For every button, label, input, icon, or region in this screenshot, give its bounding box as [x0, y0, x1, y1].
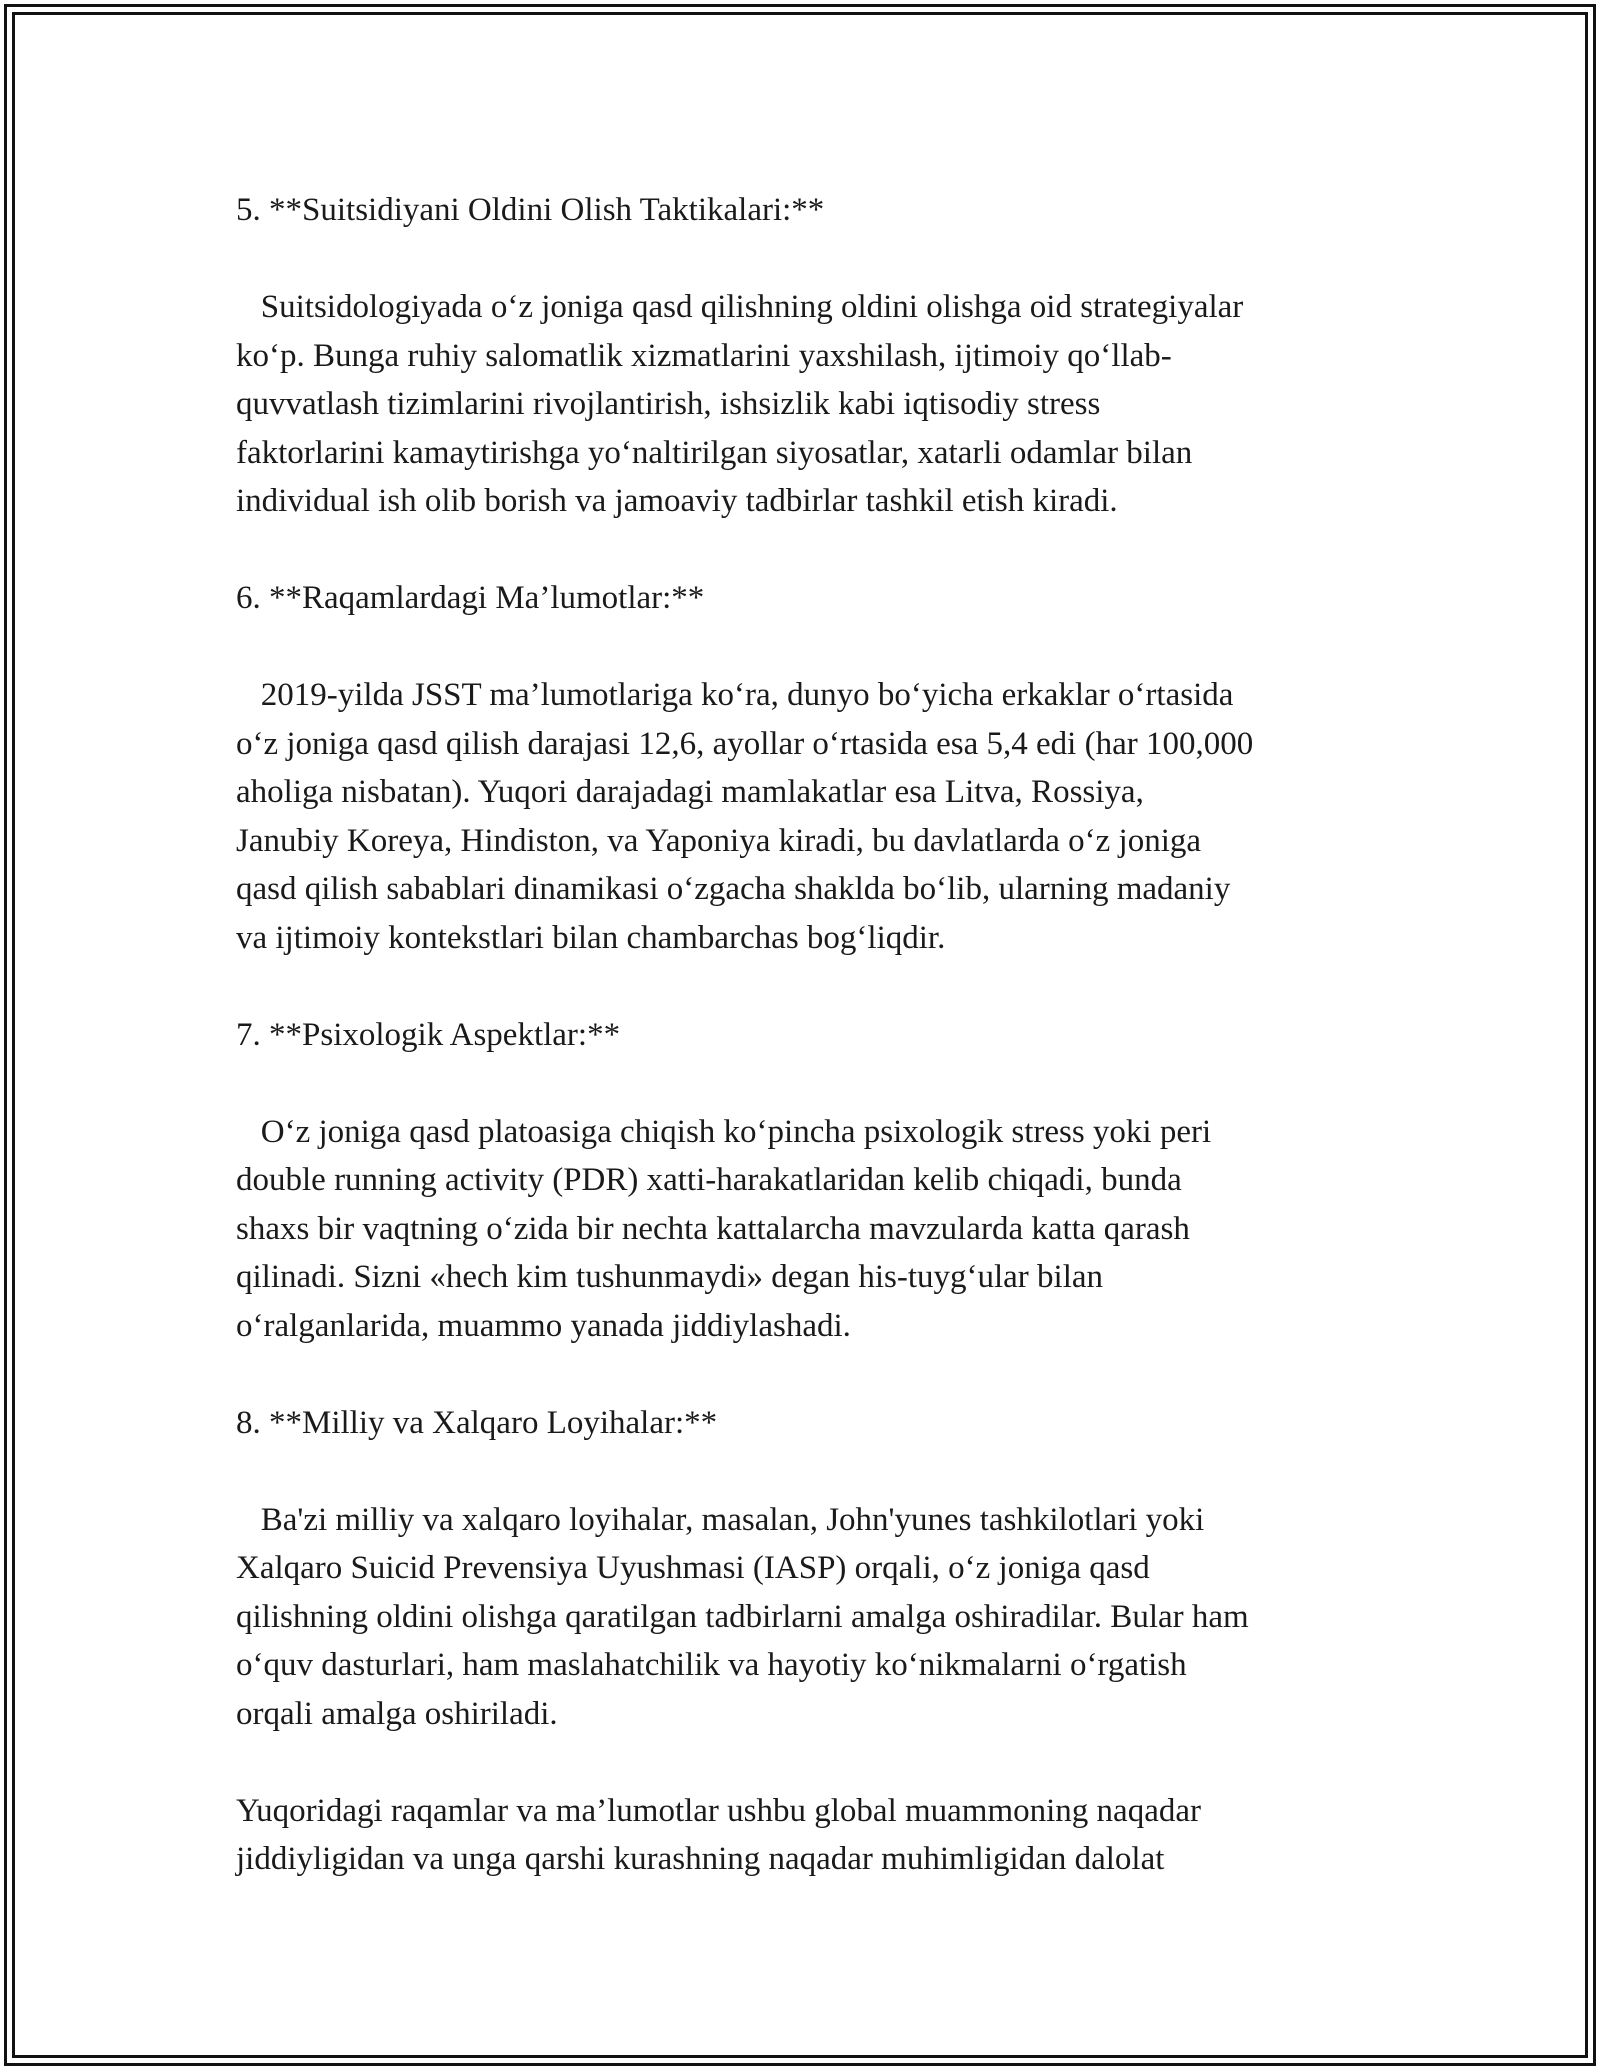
document-body	[236, 186, 1386, 1884]
paragraph	[236, 1787, 1386, 1884]
text-line: o‘z joniga qasd qilish darajasi 12,6, ayollar o‘rtasida esa 5,4 edi (har 100,000	[236, 725, 1254, 762]
section-heading	[236, 1399, 1386, 1448]
text-line: o‘quv dasturlari, ham maslahatchilik va hayotiy ko‘nikmalarni o‘rgatish	[236, 1647, 1187, 1683]
text-line: 8. **Milliy va Xalqaro Loyihalar:**	[236, 1404, 718, 1441]
text-line: ko‘p. Bunga ruhiy salomatlik xizmatlarini yaxshilash, ijtimoiy qo‘llab-	[236, 337, 1172, 374]
text-line: Janubiy Koreya, Hindiston, va Yaponiya kiradi, bu davlatlarda o‘z joniga	[236, 822, 1202, 859]
text-line: O‘z joniga qasd platoasiga chiqish ko‘pincha psixologik stress yoki peri	[236, 1113, 1212, 1150]
text-line: Xalqaro Suicid Prevensiya Uyushmasi (IASP) orqali, o‘z joniga qasd	[236, 1550, 1150, 1586]
paragraph	[236, 671, 1386, 962]
text-line: individual ish olib borish va jamoaviy tadbirlar tashkil etish kiradi.	[236, 483, 1118, 519]
section-heading	[236, 574, 1386, 623]
section-heading	[236, 1011, 1386, 1060]
text-line: 6. **Raqamlardagi Ma’lumotlar:**	[236, 580, 705, 616]
text-line: orqali amalga oshiriladi.	[236, 1695, 558, 1732]
text-line: o‘ralganlarida, muammo yanada jiddiylashadi.	[236, 1307, 851, 1344]
text-line: quvvatlash tizimlarini rivojlantirish, ishsizlik kabi iqtisodiy stress	[236, 386, 1101, 422]
text-line: Suitsidologiyada o‘z joniga qasd qilishning oldini olishga oid strategiyalar	[236, 289, 1244, 325]
paragraph	[236, 283, 1386, 526]
text-line: qasd qilish sabablari dinamikasi o‘zgacha shaklda bo‘lib, ularning madaniy	[236, 871, 1231, 907]
text-line: qilishning oldini olishga qaratilgan tadbirlarni amalga oshiradilar. Bular ham	[236, 1598, 1249, 1635]
text-line: Yuqoridagi raqamlar va ma’lumotlar ushbu global muammoning naqadar	[236, 1792, 1201, 1829]
text-line: 5. **Suitsidiyani Oldini Olish Taktikalari:**	[236, 192, 825, 228]
text-line: jiddiyligidan va unga qarshi kurashning naqadar muhimligidan dalolat	[236, 1841, 1165, 1877]
text-line: va ijtimoiy kontekstlari bilan chambarchas bog‘liqdir.	[236, 919, 946, 956]
text-line: 7. **Psixologik Aspektlar:**	[236, 1016, 621, 1053]
text-line: aholiga nisbatan). Yuqori darajadagi mamlakatlar esa Litva, Rossiya,	[236, 774, 1144, 810]
text-line: Ba'zi milliy va xalqaro loyihalar, masalan, John'yunes tashkilotlari yoki	[236, 1501, 1205, 1538]
paragraph	[236, 1496, 1386, 1739]
paragraph	[236, 1108, 1386, 1351]
section-heading	[236, 186, 1386, 235]
text-line: double running activity (PDR) xatti-harakatlaridan kelib chiqadi, bunda	[236, 1162, 1182, 1198]
text-line: faktorlarini kamaytirishga yo‘naltirilgan siyosatlar, xatarli odamlar bilan	[236, 434, 1193, 471]
text-line: shaxs bir vaqtning o‘zida bir nechta kattalarcha mavzularda katta qarash	[236, 1210, 1190, 1247]
text-line: 2019-yilda JSST ma’lumotlariga ko‘ra, dunyo bo‘yicha erkaklar o‘rtasida	[236, 677, 1234, 713]
text-line: qilinadi. Sizni «hech kim tushunmaydi» degan his-tuyg‘ular bilan	[236, 1259, 1104, 1295]
